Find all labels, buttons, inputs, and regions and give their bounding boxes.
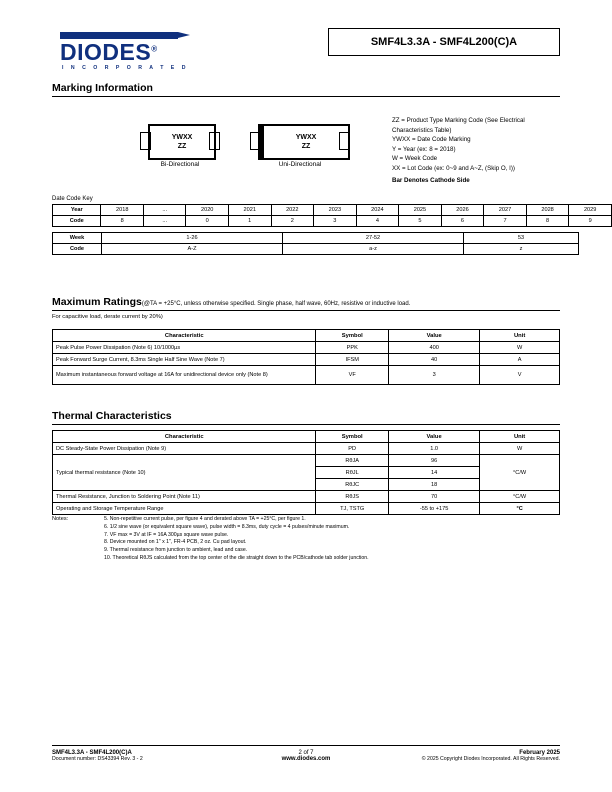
table-row [53, 491, 560, 503]
date-code-year-table-wrap [52, 204, 612, 227]
year-code-cell: ... [144, 216, 186, 227]
thermal-characteristics-title: Thermal Characteristics [52, 410, 172, 422]
section-divider [52, 424, 560, 425]
cell-symbol: VF [316, 366, 389, 385]
cell-characteristic: Thermal Resistance, Junction to Soldering Point (Note 11) [53, 491, 316, 503]
maximum-ratings-note: For capacitive load, derate current by 20%) [52, 314, 163, 320]
footer-date: February 2025 [519, 750, 560, 756]
unidirectional-marking-box [258, 124, 350, 160]
marking-legend [392, 116, 572, 185]
maximum-ratings-title: Maximum Ratings [52, 296, 142, 308]
year-cell: 2027 [484, 205, 527, 216]
cell-symbol: RθJA [316, 455, 389, 467]
footer-part-range: SMF4L3.3A - SMF4L200(C)A [52, 750, 132, 756]
col-symbol: Symbol [316, 330, 389, 342]
note-item: 6. 1/2 sine wave (or equivalent square wave), pulse width = 8.3ms, duty cycle = 4 pulses/minute maximum. [104, 523, 350, 530]
footer-page-number: 2 of 7 [298, 750, 314, 756]
logo-trademark: ® [151, 44, 158, 54]
year-cell: 2018 [101, 205, 144, 216]
week-cell: 27-52 [283, 233, 464, 244]
year-cell: 2028 [526, 205, 569, 216]
year-code-cell: 8 [101, 216, 144, 227]
table-row [53, 443, 560, 455]
note-item: 8. Device mounted on 1" x 1", FR-4 PCB, 2 oz. Cu pad layout. [104, 539, 247, 546]
cell-value: 3 [389, 366, 480, 385]
maximum-ratings-heading [52, 296, 560, 308]
year-code-cell: 1 [228, 216, 271, 227]
notes-label: Notes: [52, 516, 69, 522]
year-cell: 2022 [271, 205, 314, 216]
year-cell: 2020 [186, 205, 229, 216]
cell-unit: W [480, 342, 560, 354]
logo-bar [60, 32, 178, 39]
maximum-ratings-table-wrap [52, 329, 560, 385]
year-code-cell: 7 [484, 216, 527, 227]
table-row [53, 244, 579, 255]
col-unit: Unit [480, 330, 560, 342]
year-cell: 2021 [228, 205, 271, 216]
notes-list [104, 516, 524, 563]
cell-symbol: PPK [316, 342, 389, 354]
cell-value: 40 [389, 354, 480, 366]
date-code-key-label: Date Code Key [52, 196, 93, 202]
marking-information-title: Marking Information [52, 82, 153, 94]
col-characteristic: Characteristic [53, 431, 316, 443]
cell-symbol: RθJS [316, 491, 389, 503]
legend-line-3: YWXX = Date Code Marking [392, 136, 471, 144]
table-row [53, 366, 560, 385]
bidirectional-marking-box [148, 124, 216, 160]
legend-line-5: W = Week Code [392, 155, 438, 163]
footer-document-number: Document number: DS43394 Rev. 3 - 2 [52, 756, 143, 762]
note-item: 10. Theoretical RθJS calculated from the top center of the die straight down to the PCB/cathode tab solder junction. [104, 554, 369, 561]
week-code-row-label: Code [53, 244, 102, 255]
note-item: 9. Thermal resistance from junction to ambient, lead and case. [104, 547, 248, 554]
marking-information-section [52, 82, 560, 97]
year-code-cell: 2 [271, 216, 314, 227]
year-code-cell: 5 [399, 216, 442, 227]
week-code-cell: a-z [283, 244, 464, 255]
cell-unit: °C [480, 503, 560, 515]
legend-cathode-note: Bar Denotes Cathode Side [392, 176, 470, 184]
year-code-cell: 3 [314, 216, 357, 227]
footer-divider [52, 745, 560, 746]
year-cell: 2023 [314, 205, 357, 216]
legend-line-2: Characteristics Table) [392, 126, 452, 134]
page-header [52, 28, 560, 70]
col-value: Value [389, 330, 480, 342]
cell-value: 70 [388, 491, 479, 503]
year-row-label: Year [53, 205, 101, 216]
unidirectional-caption: Uni-Directional [278, 161, 322, 168]
cell-unit: °C/W [480, 491, 560, 503]
table-row [53, 216, 612, 227]
table-header-row [53, 330, 560, 342]
table-row [53, 455, 560, 467]
year-cell: 2024 [356, 205, 399, 216]
date-code-year-table [52, 204, 612, 227]
cell-characteristic: Maximum instantaneous forward voltage at 16A for unidirectional device only (Note 8) [53, 366, 316, 385]
footer-right [422, 750, 560, 762]
legend-line-1: ZZ = Product Type Marking Code (See Electrical [392, 117, 525, 124]
cell-unit: V [480, 366, 560, 385]
thermal-characteristics-section [52, 410, 560, 425]
table-row [53, 503, 560, 515]
cell-symbol: RθJL [316, 467, 389, 479]
cell-unit: A [480, 354, 560, 366]
section-divider [52, 96, 560, 97]
col-unit: Unit [480, 431, 560, 443]
year-cell: 2029 [569, 205, 612, 216]
cell-characteristic: Peak Forward Surge Current, 8.3ms Single Half Sine Wave (Note 7) [53, 354, 316, 366]
maximum-ratings-subtitle: (@TA = +25°C, unless otherwise specified. Single phase, half wave, 60Hz, resistive or inductive load. [141, 301, 411, 307]
table-row [53, 354, 560, 366]
col-value: Value [388, 431, 479, 443]
table-row [53, 205, 612, 216]
legend-line-4: Y = Year (ex: 8 = 2018) [392, 145, 456, 153]
date-code-week-table [52, 232, 579, 255]
cell-unit: W [480, 443, 560, 455]
col-symbol: Symbol [316, 431, 389, 443]
cell-symbol: RθJC [316, 479, 389, 491]
year-code-cell: 4 [356, 216, 399, 227]
week-code-cell: z [464, 244, 579, 255]
date-code-week-table-wrap [52, 232, 579, 255]
code-row-label: Code [53, 216, 101, 227]
footer-copyright: © 2025 Copyright Diodes Incorporated. All Rights Reserved. [421, 756, 560, 762]
year-cell: 2026 [441, 205, 484, 216]
week-cell: 1-26 [102, 233, 283, 244]
cell-symbol: PD [316, 443, 389, 455]
week-row-label: Week [53, 233, 102, 244]
bidirectional-marking-line1: YWXX [171, 133, 193, 141]
cell-characteristic: Peak Pulse Power Dissipation (Note 6) 10/1000µs [53, 342, 316, 354]
cell-characteristic: Operating and Storage Temperature Range [53, 503, 316, 515]
thermal-table-wrap [52, 430, 560, 515]
cell-characteristic: Typical thermal resistance (Note 10) [53, 455, 316, 491]
logo-wordmark [60, 41, 210, 64]
table-header-row [53, 431, 560, 443]
year-code-cell: 8 [526, 216, 569, 227]
note-item: 7. VF max = 3V at IF = 16A 300µs square wave pulse. [104, 531, 229, 538]
cell-value: 18 [388, 479, 479, 491]
table-row [53, 342, 560, 354]
year-cell: ... [144, 205, 186, 216]
unidirectional-package-drawing [250, 124, 350, 168]
table-row [53, 233, 579, 244]
logo-subtitle: I N C O R P O R A T E D [62, 65, 189, 71]
col-characteristic: Characteristic [53, 330, 316, 342]
note-item: 5. Non-repetitive current pulse, per figure 4 and derated above TA = +25°C, per figure 1. [104, 516, 306, 522]
maximum-ratings-section [52, 296, 560, 320]
year-cell: 2025 [399, 205, 442, 216]
year-code-cell: 0 [186, 216, 229, 227]
section-divider [52, 310, 560, 311]
unidirectional-marking-line1: YWXX [295, 133, 317, 141]
cell-value: 400 [389, 342, 480, 354]
bidirectional-package-drawing [140, 124, 220, 168]
part-number-title: SMF4L3.3A - SMF4L200(C)A [328, 28, 560, 56]
thermal-characteristics-table [52, 430, 560, 515]
cell-characteristic: DC Steady-State Power Dissipation (Note 9) [53, 443, 316, 455]
footer-website-link[interactable]: www.diodes.com [281, 756, 331, 762]
week-cell: 53 [464, 233, 579, 244]
unidirectional-marking-line2: ZZ [301, 143, 311, 150]
cell-symbol: IFSM [316, 354, 389, 366]
bidirectional-marking-line2: ZZ [177, 143, 187, 150]
cell-value: 1.0 [388, 443, 479, 455]
bidirectional-caption: Bi-Directional [160, 161, 200, 168]
year-code-cell: 6 [441, 216, 484, 227]
week-code-cell: A-Z [102, 244, 283, 255]
legend-line-6: XX = Lot Code (ex: 0~9 and A~Z, (Skip O, I)) [392, 165, 515, 173]
cell-symbol: TJ, TSTG [316, 503, 389, 515]
cell-value: 96 [388, 455, 479, 467]
year-code-cell: 9 [569, 216, 612, 227]
cell-unit: °C/W [480, 455, 560, 491]
maximum-ratings-table [52, 329, 560, 385]
diodes-logo [60, 32, 210, 71]
logo-text: DIODES [60, 39, 152, 65]
cell-value: 14 [388, 467, 479, 479]
cell-value: -55 to +175 [388, 503, 479, 515]
